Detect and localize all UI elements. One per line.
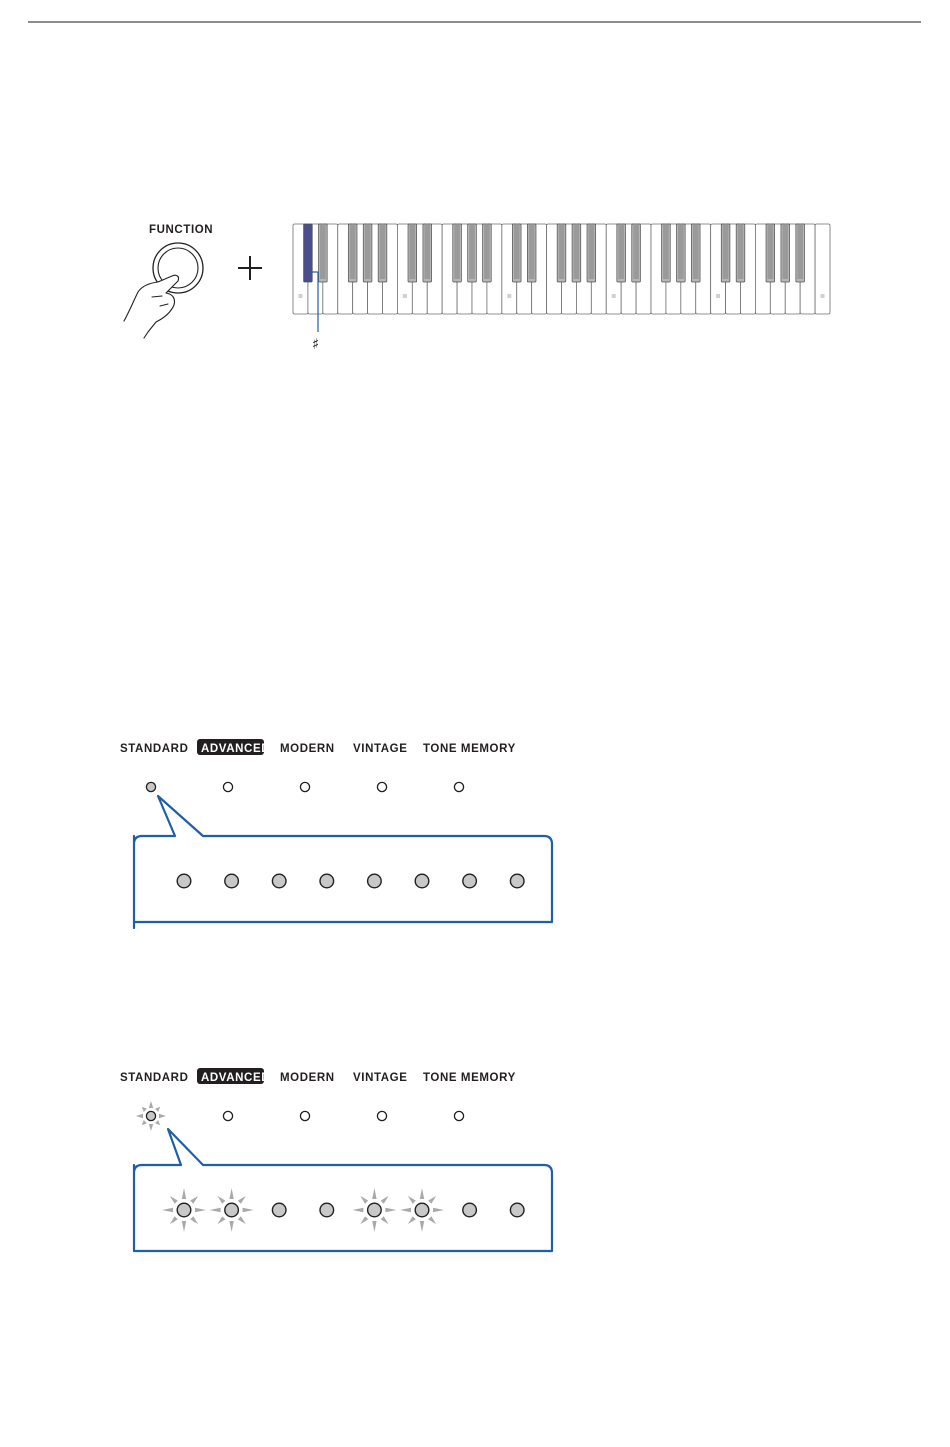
- mode-indicator-lamp: [300, 1111, 309, 1120]
- detail-lamps: [162, 1188, 524, 1232]
- lamp: [415, 874, 429, 888]
- label-advanced: ADVANCED: [201, 743, 271, 755]
- detail-lamps: [177, 874, 524, 888]
- mode-indicator-lamp: [377, 1111, 386, 1120]
- label-standard: STANDARD: [120, 1072, 189, 1084]
- lamp: [510, 874, 524, 888]
- sharp-symbol: ♯: [312, 335, 320, 353]
- label-vintage: VINTAGE: [353, 1072, 408, 1084]
- mode-indicators: [136, 1101, 464, 1131]
- lamp: [463, 1203, 477, 1217]
- flashing-lamp: [225, 1203, 239, 1217]
- mode-indicator-lamp: [454, 782, 463, 791]
- lamp: [272, 874, 286, 888]
- lamp: [463, 874, 477, 888]
- mode-indicator-lamp: [300, 782, 309, 791]
- function-keyboard-figure: [0, 0, 950, 400]
- label-standard: STANDARD: [120, 743, 189, 755]
- label-tone-memory: TONE MEMORY: [423, 1072, 516, 1084]
- lamp: [225, 874, 239, 888]
- lamp: [320, 1203, 334, 1217]
- white-key: [815, 224, 830, 314]
- mode-indicator-lamp: [454, 1111, 463, 1120]
- label-vintage: VINTAGE: [353, 743, 408, 755]
- mode-indicator-lamp: [146, 1111, 155, 1120]
- lamp: [368, 874, 382, 888]
- lamp: [177, 874, 191, 888]
- mode-indicators: [146, 782, 463, 791]
- lamp: [272, 1203, 286, 1217]
- detail-callout-box: [134, 796, 552, 928]
- label-advanced: ADVANCED: [201, 1072, 271, 1084]
- highlighted-black-key: [304, 224, 313, 282]
- mode-indicator-lamp: [223, 1111, 232, 1120]
- lamp: [320, 874, 334, 888]
- keyboard: [293, 224, 830, 314]
- lamp: [510, 1203, 524, 1217]
- flashing-lamp: [368, 1203, 382, 1217]
- detail-callout-box: [134, 1129, 552, 1251]
- flashing-lamp: [177, 1203, 191, 1217]
- mode-indicator-lamp: [223, 782, 232, 791]
- mode-indicator-lamp: [377, 782, 386, 791]
- label-modern: MODERN: [280, 743, 335, 755]
- label-tone-memory: TONE MEMORY: [423, 743, 516, 755]
- flashing-lamp: [415, 1203, 429, 1217]
- mode-indicator-lamp: [146, 782, 155, 791]
- pressing-hand-icon: [124, 275, 179, 338]
- mode-indicator-figure-2: [0, 1047, 950, 1447]
- plus-sign: [238, 256, 262, 280]
- label-modern: MODERN: [280, 1072, 335, 1084]
- function-label: FUNCTION: [149, 224, 214, 236]
